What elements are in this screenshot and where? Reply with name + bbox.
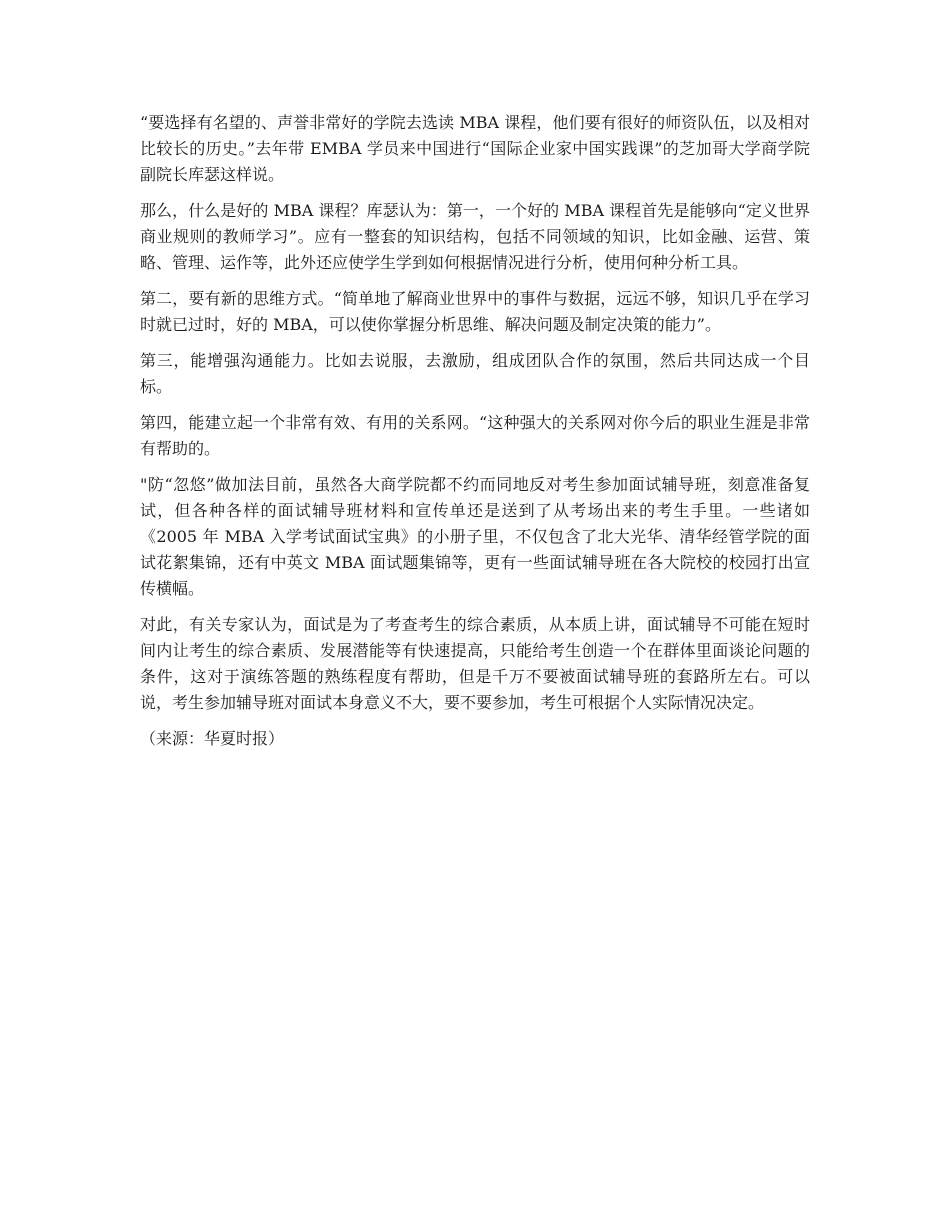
paragraph-3: 第二，要有新的思维方式。“简单地了解商业世界中的事件与数据，远远不够，知识几乎在学习时就已过时，好的 MBA，可以使你掌握分析思维、解决问题及制定决策的能力”。 xyxy=(140,289,810,334)
paragraph-6: "防“忽悠”做加法目前，虽然各大商学院都不约而同地反对考生参加面试辅导班，刻意准备复试，但各种各样的面试辅导班材料和宣传单还是送到了从考场出来的考生手里。一些诸如《2005 年 MBA 入学考试面试宝典》的小册子里，不仅包含了北大光华、清华经管学院的面试花絮集锦，还有中英文 MBA 面试题集锦等，更有一些面试辅导班在各大院校的校园打出宣传横幅。 xyxy=(140,475,810,598)
paragraph-2: 那么，什么是好的 MBA 课程？库瑟认为：第一，一个好的 MBA 课程首先是能够向“定义世界商业规则的教师学习”。应有一整套的知识结构，包括不同领域的知识，比如金融、运营、策略、管理、运作等，此外还应使学生学到如何根据情况进行分析，使用何种分析工具。 xyxy=(140,201,810,272)
paragraph-1: “要选择有名望的、声誉非常好的学院去选读 MBA 课程，他们要有很好的师资队伍，以及相对比较长的历史。”去年带 EMBA 学员来中国进行“国际企业家中国实践课”的芝加哥大学商学院副院长库瑟这样说。 xyxy=(140,113,810,184)
source-line: （来源：华夏时报） xyxy=(140,729,285,748)
paragraph-4: 第三，能增强沟通能力。比如去说服，去激励，组成团队合作的氛围，然后共同达成一个目标。 xyxy=(140,351,810,396)
paragraph-7: 对此，有关专家认为，面试是为了考查考生的综合素质，从本质上讲，面试辅导不可能在短时间内让考生的综合素质、发展潜能等有快速提高，只能给考生创造一个在群体里面谈论问题的条件，这对于演练答题的熟练程度有帮助，但是千万不要被面试辅导班的套路所左右。可以说，考生参加辅导班对面试本身意义不大，要不要参加，考生可根据个人实际情况决定。 xyxy=(140,615,810,712)
paragraph-5: 第四，能建立起一个非常有效、有用的关系网。“这种强大的关系网对你今后的职业生涯是非常有帮助的。 xyxy=(140,413,810,458)
article-body xyxy=(140,110,810,752)
